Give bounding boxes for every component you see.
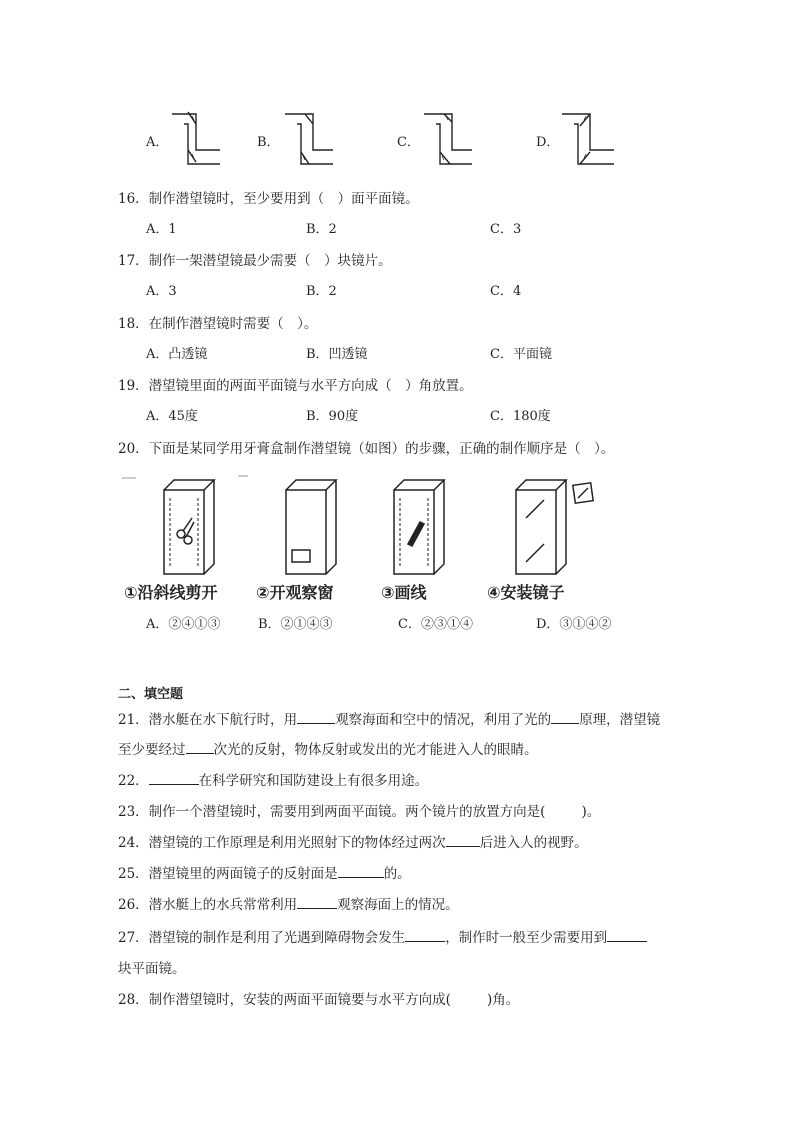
question-26	[118, 893, 459, 913]
q17-option-a: A．3	[146, 284, 177, 299]
question-21-line-1	[118, 708, 660, 728]
question-21-line-2	[118, 738, 538, 758]
step-1-caption: ①沿斜线剪开	[124, 583, 218, 602]
q17-option-b: B．2	[306, 284, 337, 299]
q16-option-c: C．3	[490, 222, 522, 237]
q15-option-b-label: B．	[257, 135, 280, 150]
box-mirror-install-icon	[512, 478, 602, 576]
q17-option-c: C．4	[490, 284, 522, 299]
q21-text-a: 21．潜水艇在水下航行时，用	[118, 712, 298, 728]
periscope-diagram-c	[422, 110, 474, 168]
periscope-diagram-d	[560, 110, 616, 168]
periscope-diagram-a	[170, 110, 222, 168]
q21-text-c: 原理，潜望镜	[579, 712, 661, 728]
step-3-caption: ③画线	[381, 583, 427, 602]
q23-text-b: )。	[581, 804, 601, 820]
question-18-text: 18．在制作潜望镜时需要（ ）。	[118, 316, 318, 332]
q21-blank-2[interactable]	[551, 710, 579, 724]
q24-text-b: 后进入人的视野。	[479, 835, 588, 851]
q21-text-b: 观察海面和空中的情况，利用了光的	[335, 712, 552, 728]
question-28	[118, 988, 519, 1008]
box-window-icon	[282, 478, 340, 576]
q26-text-b: 观察海面上的情况。	[337, 897, 459, 913]
q15-option-d-label: D．	[536, 135, 560, 150]
question-16-text: 16．制作潜望镜时，至少要用到（ ）面平面镜。	[118, 191, 419, 207]
q16-option-a: A．1	[146, 222, 177, 237]
q21-blank-3[interactable]	[186, 740, 214, 754]
q22-blank[interactable]	[149, 771, 199, 785]
q24-text-a: 24．潜望镜的工作原理是利用光照射下的物体经过两次	[118, 835, 446, 851]
q18-option-a: A．凸透镜	[146, 347, 208, 362]
q20-option-b: B．②①④③	[258, 617, 333, 632]
q21-text-e: 次光的反射，物体反射或发出的光才能进入人的眼睛。	[213, 742, 538, 758]
q18-option-c: C．平面镜	[490, 347, 552, 362]
q26-blank[interactable]	[297, 895, 337, 909]
q27-text-b: ，制作时一般至少需要用到	[445, 930, 608, 946]
step-4-caption: ④安装镜子	[487, 583, 565, 602]
q25-text-b: 的。	[383, 866, 411, 882]
q21-blank-1[interactable]	[297, 710, 335, 724]
question-17-text: 17．制作一架潜望镜最少需要（ ）块镜片。	[118, 253, 392, 269]
q19-option-c: C．180度	[490, 409, 551, 424]
step-2-caption: ②开观察窗	[256, 583, 334, 602]
question-25	[118, 862, 411, 882]
q15-option-a-label: A．	[146, 135, 169, 150]
q16-option-b: B．2	[306, 222, 337, 237]
q24-blank[interactable]	[446, 833, 480, 847]
q23-text-a: 23．制作一个潜望镜时，需要用到两面平面镜。两个镜片的放置方向是(	[118, 804, 546, 820]
q22-text-b: 在科学研究和国防建设上有很多用途。	[198, 773, 429, 789]
question-23	[118, 800, 600, 820]
q20-option-a: A．②④①③	[146, 617, 221, 632]
question-27-line-2: 块平面镜。	[118, 961, 186, 977]
q25-text-a: 25．潜望镜里的两面镜子的反射面是	[118, 866, 338, 882]
q27-blank-2[interactable]	[607, 928, 647, 942]
question-22	[118, 769, 428, 789]
q27-blank-1[interactable]	[405, 928, 445, 942]
question-20-text: 20．下面是某同学用牙膏盒制作潜望镜（如图）的步骤，正确的制作顺序是（ ）。	[118, 441, 615, 457]
box-draw-pen-icon	[390, 478, 448, 576]
q15-option-c-label: C．	[397, 135, 420, 150]
box-cut-scissors-icon	[160, 478, 218, 576]
question-19-text: 19．潜望镜里面的两面平面镜与水平方向成（ ）角放置。	[118, 378, 473, 394]
q27-text-a: 27．潜望镜的制作是利用了光遇到障碍物会发生	[118, 930, 406, 946]
q18-option-b: B．凹透镜	[306, 347, 368, 362]
question-24	[118, 831, 588, 851]
q20-option-d: D．③①④②	[536, 617, 612, 632]
q28-text-a: 28．制作潜望镜时，安装的两面平面镜要与水平方向成(	[118, 992, 451, 1008]
q19-option-b: B．90度	[306, 409, 359, 424]
q19-option-a: A．45度	[146, 409, 198, 424]
section-title-fill-in: 二、填空题	[118, 687, 184, 702]
q21-text-d: 至少要经过	[118, 742, 186, 758]
q25-blank[interactable]	[338, 864, 384, 878]
periscope-diagram-b	[283, 110, 335, 168]
q28-text-b: )角。	[486, 992, 520, 1008]
question-27-line-1	[118, 926, 647, 946]
q20-option-c: C．②③①④	[398, 617, 473, 632]
q26-text-a: 26．潜水艇上的水兵常常利用	[118, 897, 298, 913]
q22-text-a: 22．	[118, 773, 149, 789]
